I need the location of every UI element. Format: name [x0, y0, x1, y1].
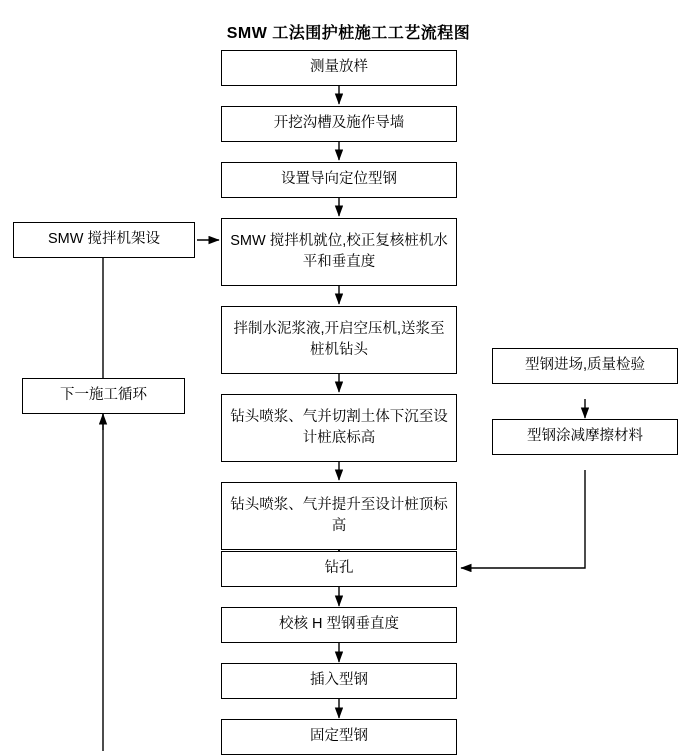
node-fix-steel: 固定型钢 — [221, 719, 457, 755]
node-mixer-erection: SMW 搅拌机架设 — [13, 222, 195, 258]
node-drill-down: 钻头喷浆、气并切割土体下沉至设计桩底标高 — [221, 394, 457, 462]
page-title: SMW 工法围护桩施工工艺流程图 — [226, 25, 471, 42]
node-next-cycle: 下一施工循环 — [22, 378, 185, 414]
node-survey-setout: 测量放样 — [221, 50, 457, 86]
node-cement-slurry: 拌制水泥浆液,开启空压机,送浆至桩机钻头 — [221, 306, 457, 374]
node-guide-steel: 设置导向定位型钢 — [221, 162, 457, 198]
node-mixer-position: SMW 搅拌机就位,校正复核桩机水平和垂直度 — [221, 218, 457, 286]
node-steel-arrival-inspection: 型钢进场,质量检验 — [492, 348, 678, 384]
node-insert-steel: 插入型钢 — [221, 663, 457, 699]
node-steel-anti-friction-coating: 型钢涂减摩擦材料 — [492, 419, 678, 455]
node-drilling: 钻孔 — [221, 551, 457, 587]
node-excavate-trench: 开挖沟槽及施作导墙 — [221, 106, 457, 142]
node-check-h-steel-verticality: 校核 H 型钢垂直度 — [221, 607, 457, 643]
node-drill-up: 钻头喷浆、气并提升至设计桩顶标高 — [221, 482, 457, 550]
